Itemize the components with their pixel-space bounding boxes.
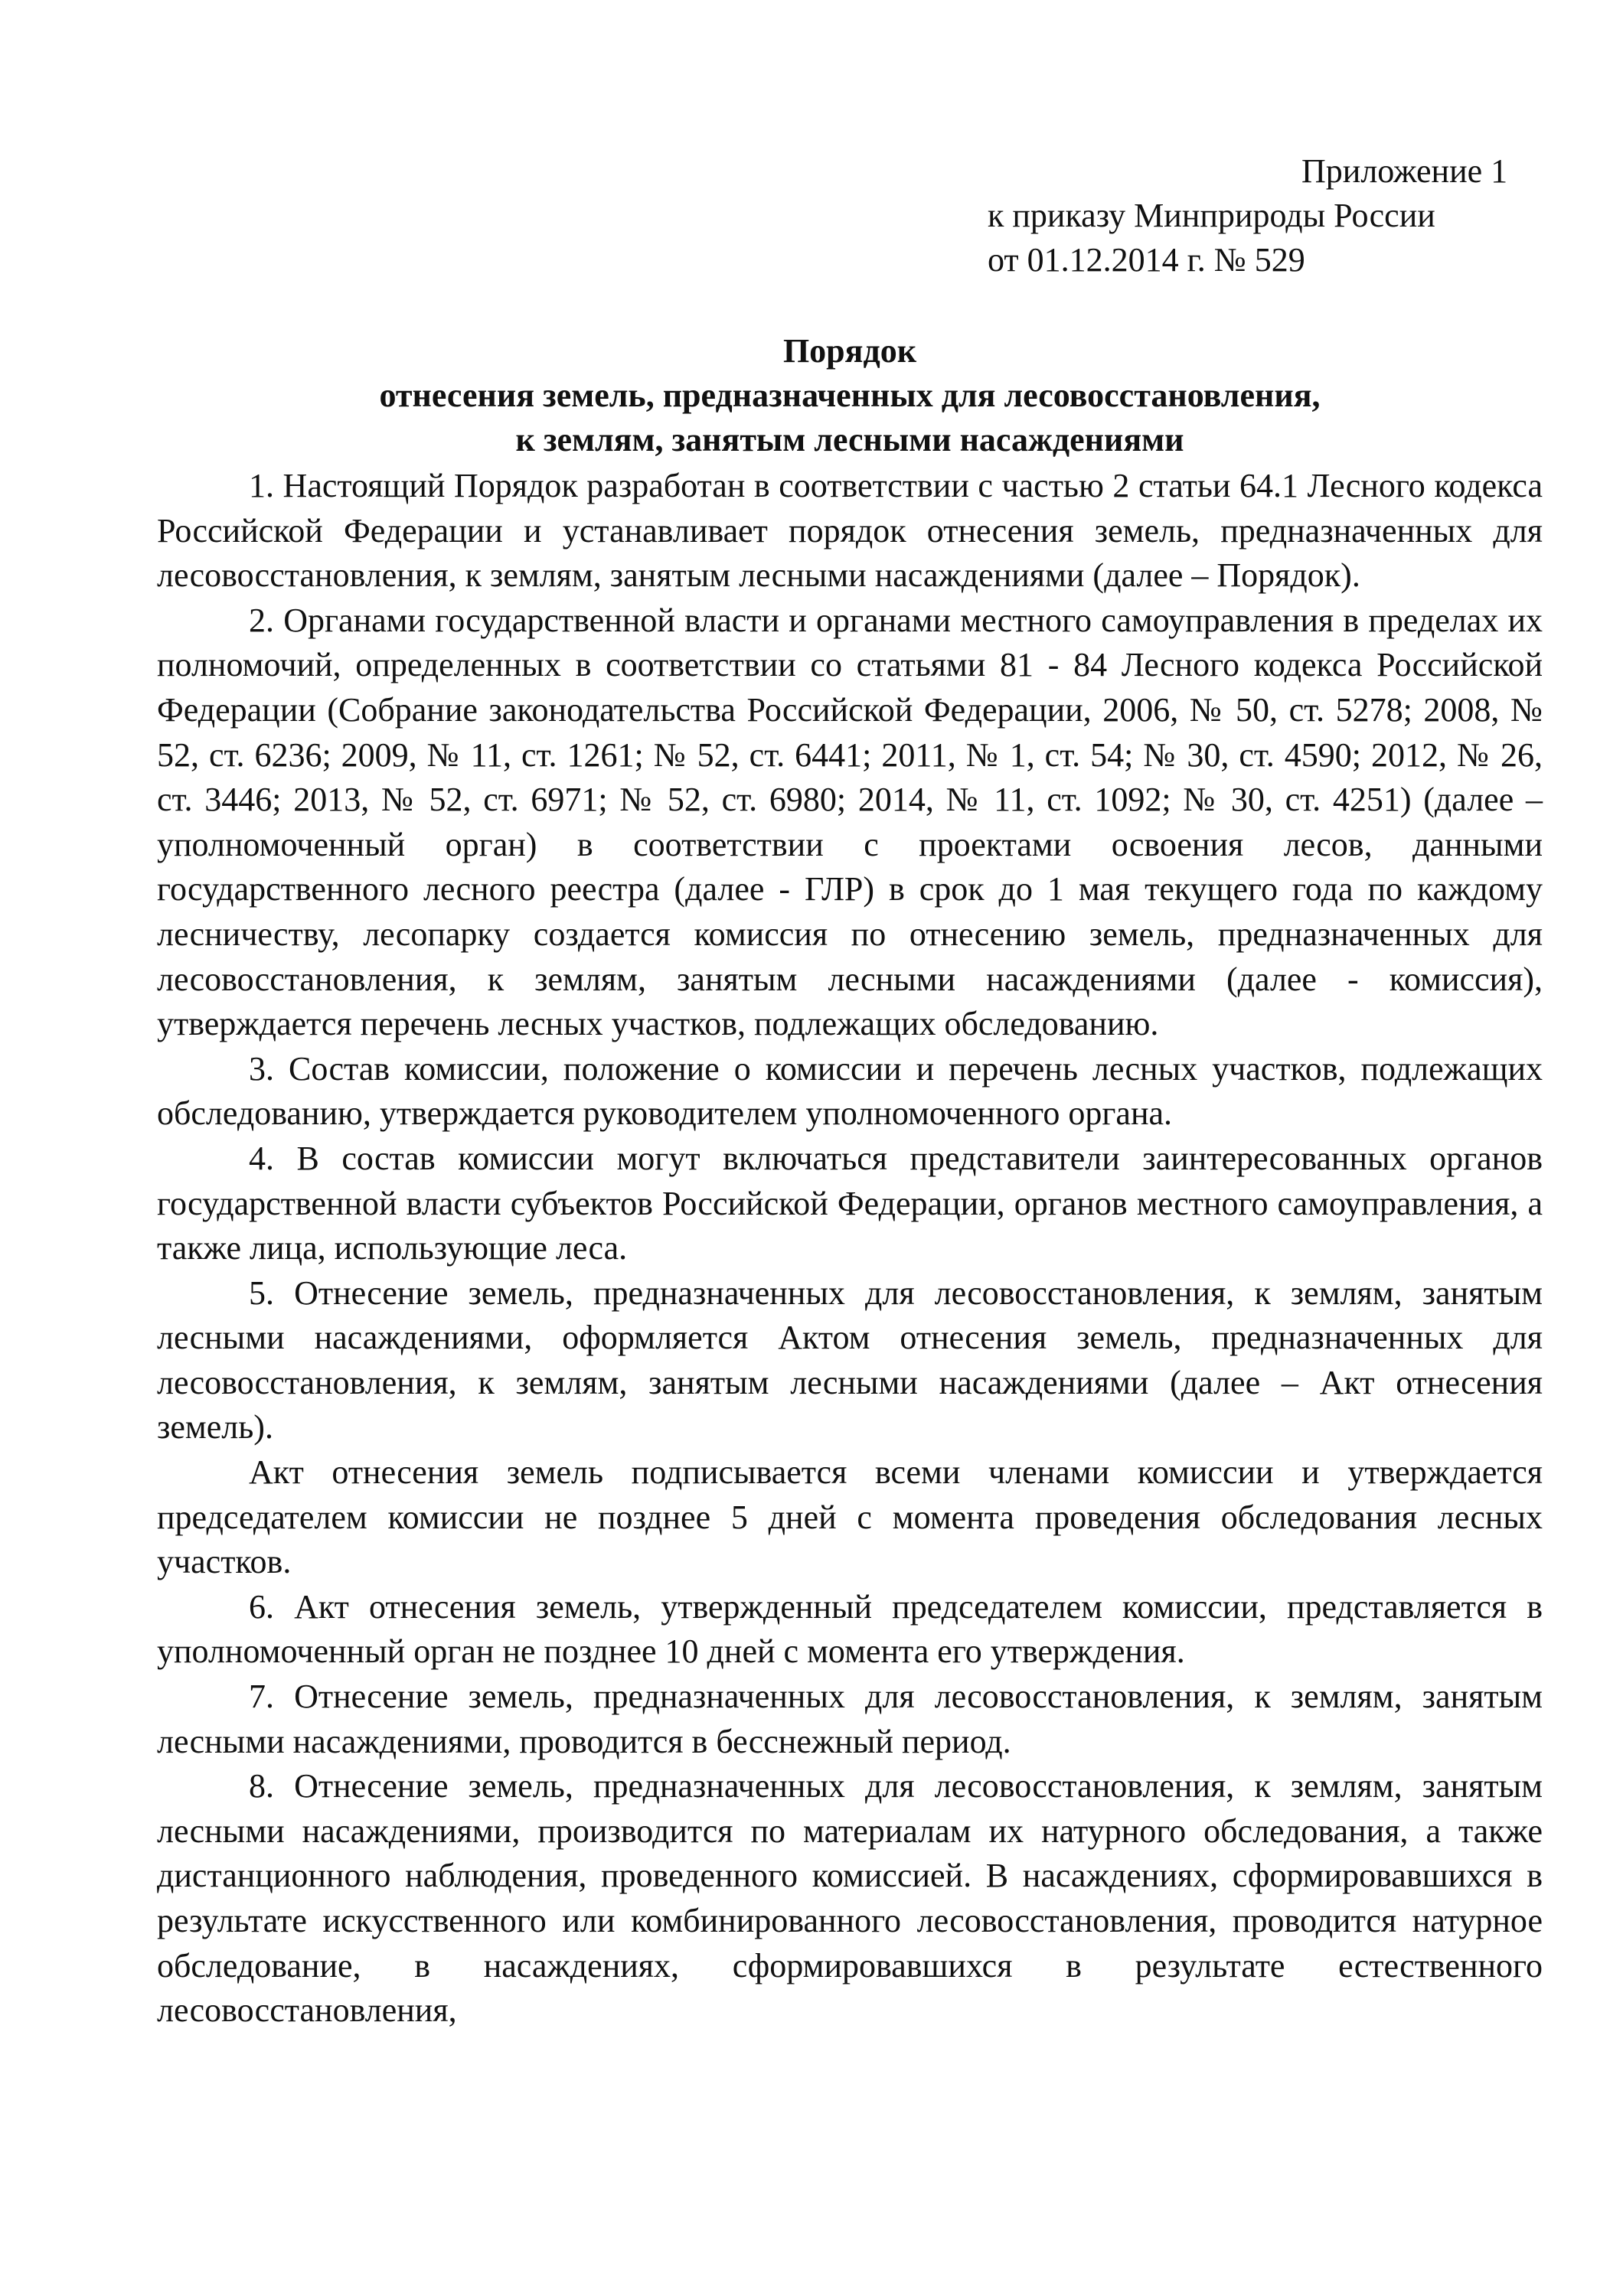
order-date-number: от 01.12.2014 г. № 529 (988, 241, 1305, 279)
paragraph-7: 7. Отнесение земель, предназначенных для лесовосстановления, к землям, занятым лесными насаждениями, проводится в бесснежный период. (157, 1678, 1543, 1760)
paragraph-5-continuation: Акт отнесения земель подписывается всеми членами комиссии и утверждается председателем комиссии не позднее 5 дней с момента проведения обследования лесных участков. (157, 1453, 1543, 1581)
paragraph-8: 8. Отнесение земель, предназначенных для лесовосстановления, к землям, занятым лесными насаждениями, производится по материалам их натурного обследования, а также дистанционного наблюдения, проведенного комиссией. В насаждениях, сформировавшихся в результате искусственного или комбинированного лесовосстановления, проводится натурное обследование, в насаждениях, сформировавшихся в результате естественного лесовосстановления, (157, 1767, 1543, 2030)
paragraph-2: 2. Органами государственной власти и органами местного самоуправления в пределах их полномочий, определенных в соответствии со статьями 81 - 84 Лесного кодекса Российской Федерации (Собрание законодательства Российской Федерации, 2006, № 50, ст. 5278; 2008, № 52, ст. 6236; 2009, № 11, ст. 1261; № 52, ст. 6441; 2011, № 1, ст. 54; № 30, ст. 4590; 2012, № 26, ст. 3446; 2013, № 52, ст. 6971; № 52, ст. 6980; 2014, № 11, ст. 1092; № 30, ст. 4251) (далее – уполномоченный орган) в соответствии с проектами освоения лесов, данными государственного лесного реестра (далее - ГЛР) в срок до 1 мая текущего года по каждому лесничеству, лесопарку создается комиссия по отнесению земель, предназначенных для лесовосстановления, к землям, занятым лесными насаждениями (далее - комиссия), утверждается перечень лесных участков, подлежащих обследованию. (157, 601, 1543, 1043)
paragraph-1: 1. Настоящий Порядок разработан в соответствии с частью 2 статьи 64.1 Лесного кодекса Российской Федерации и устанавливает порядок отнесения земель, предназначенных для лесовосстановления, к землям, занятым лесными насаждениями (далее – Порядок). (157, 467, 1543, 595)
title-line-1: Порядок (782, 332, 917, 370)
paragraph-4: 4. В состав комиссии могут включаться представители заинтересованных органов государственной власти субъектов Российской Федерации, органов местного самоуправления, а также лица, использующие леса. (157, 1139, 1543, 1267)
appendix-header (988, 149, 1554, 282)
order-reference: к приказу Минприроды России (988, 197, 1435, 234)
paragraph-5: 5. Отнесение земель, предназначенных для лесовосстановления, к землям, занятым лесными насаждениями, оформляется Актом отнесения земель, предназначенных для лесовосстановления, к землям, занятым лесными насаждениями (далее – Акт отнесения земель). (157, 1274, 1543, 1446)
document-title (157, 329, 1543, 462)
paragraph-3: 3. Состав комиссии, положение о комиссии и перечень лесных участков, подлежащих обследованию, утверждается руководителем уполномоченного органа. (157, 1049, 1543, 1133)
document-body (157, 464, 1543, 2033)
appendix-number: Приложение 1 (1301, 152, 1508, 190)
title-line-3: к землям, занятым лесными насаждениями (515, 421, 1184, 458)
title-line-2: отнесения земель, предназначенных для лесовосстановления, (379, 377, 1321, 414)
paragraph-6: 6. Акт отнесения земель, утвержденный председателем комиссии, представляется в уполномоченный орган не позднее 10 дней с момента его утверждения. (157, 1587, 1543, 1671)
